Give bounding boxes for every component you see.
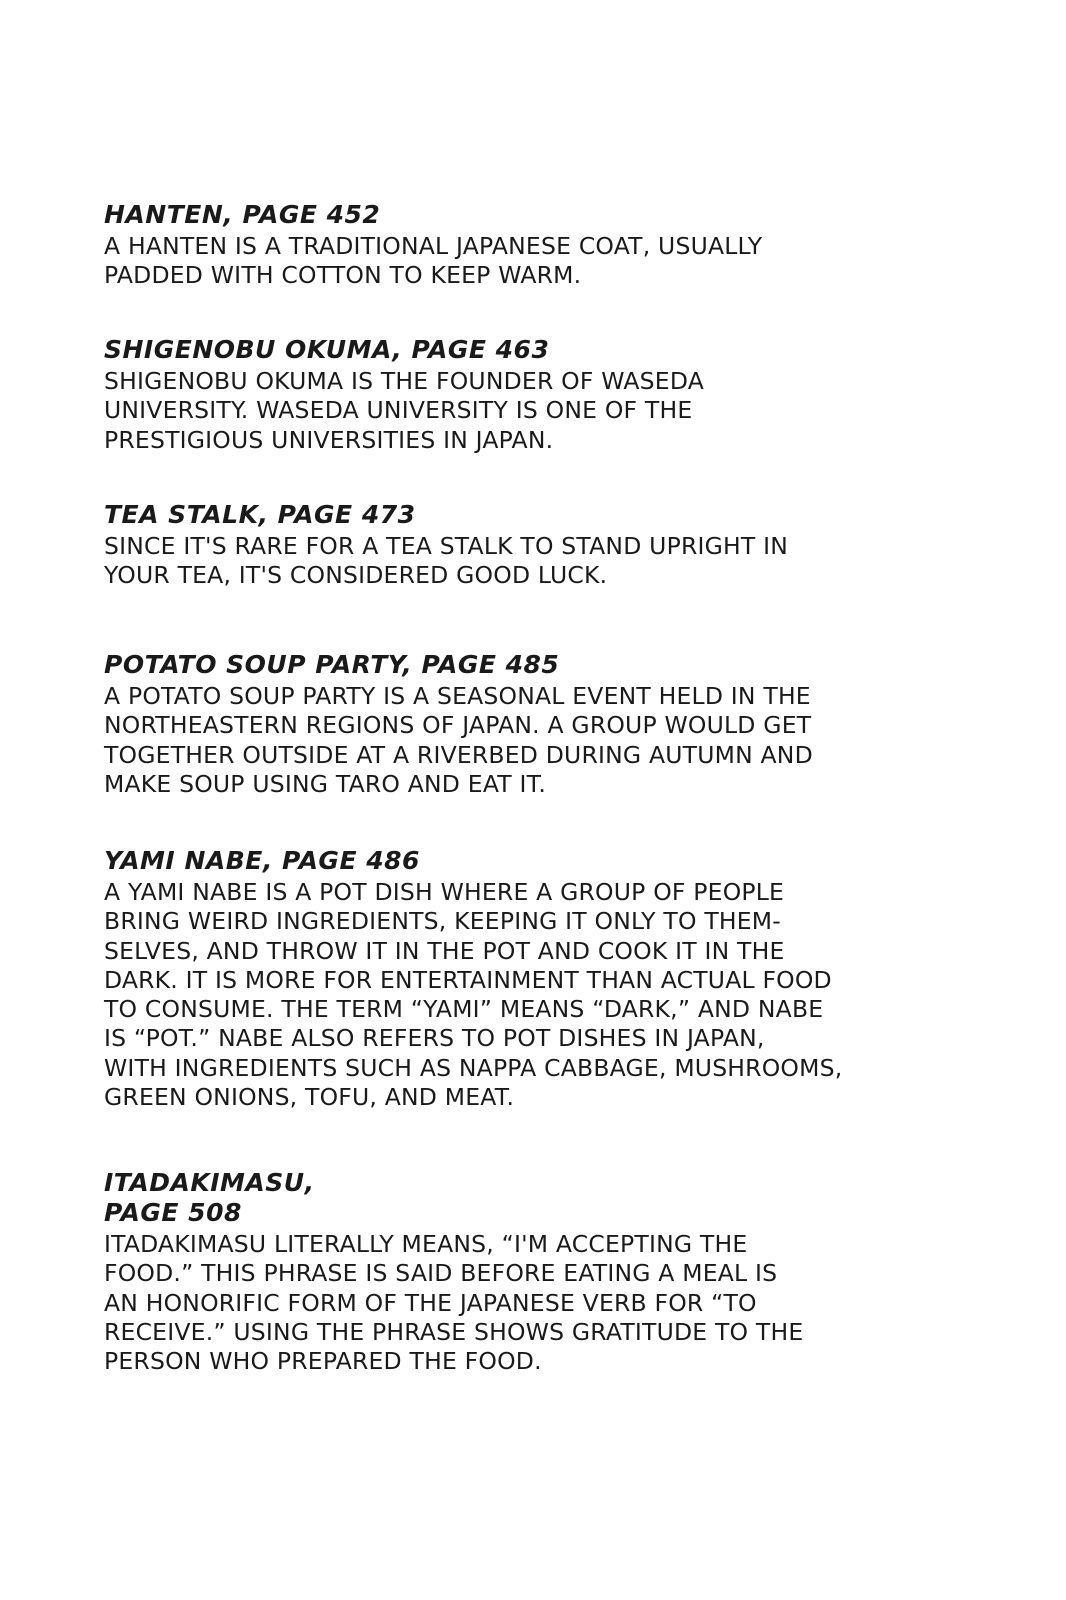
definition-line: SHIGENOBU OKUMA IS THE FOUNDER OF WASEDA	[104, 367, 704, 395]
entry-term	[104, 500, 1004, 530]
definition-line: PERSON WHO PREPARED THE FOOD.	[104, 1347, 542, 1376]
definition-line: SELVES, AND THROW IT IN THE POT AND COOK IT IN THE	[104, 936, 785, 965]
entry-definition	[104, 1230, 1004, 1376]
definition-line: TO CONSUME. THE TERM “YAMI” MEANS “DARK,” AND NABE	[104, 995, 824, 1024]
definition-line: SINCE IT'S RARE FOR A TEA STALK TO STAND UPRIGHT IN	[104, 532, 789, 560]
definition-line: AN HONORIFIC FORM OF THE JAPANESE VERB FOR “TO	[104, 1288, 757, 1317]
entry-definition	[104, 682, 1004, 799]
entry-term	[104, 200, 1004, 230]
definition-line: A POTATO SOUP PARTY IS A SEASONAL EVENT HELD IN THE	[104, 682, 811, 710]
entry-definition	[104, 532, 1004, 591]
definition-line: UNIVERSITY. WASEDA UNIVERSITY IS ONE OF THE	[104, 396, 693, 425]
definition-line: RECEIVE.” USING THE PHRASE SHOWS GRATITUDE TO THE	[104, 1317, 804, 1346]
definition-line: GREEN ONIONS, TOFU, AND MEAT.	[104, 1083, 515, 1112]
term-line: YAMI NABE, PAGE 486	[104, 846, 420, 875]
definition-line: FOOD.” THIS PHRASE IS SAID BEFORE EATING A MEAL IS	[104, 1259, 778, 1288]
term-line: POTATO SOUP PARTY, PAGE 485	[104, 650, 560, 679]
definition-line: NORTHEASTERN REGIONS OF JAPAN. A GROUP WOULD GET	[104, 711, 812, 740]
definition-line: BRING WEIRD INGREDIENTS, KEEPING IT ONLY TO THEM-	[104, 907, 781, 936]
definition-line: A YAMI NABE IS A POT DISH WHERE A GROUP OF PEOPLE	[104, 878, 785, 906]
definition-line: A HANTEN IS A TRADITIONAL JAPANESE COAT, USUALLY	[104, 232, 763, 260]
definition-line: MAKE SOUP USING TARO AND EAT IT.	[104, 769, 547, 798]
glossary-entry-potato-soup-party	[104, 650, 1004, 799]
glossary-entry-hanten	[104, 200, 1004, 291]
definition-line: PRESTIGIOUS UNIVERSITIES IN JAPAN.	[104, 425, 554, 454]
definition-line: TOGETHER OUTSIDE AT A RIVERBED DURING AUTUMN AND	[104, 740, 813, 769]
entry-definition	[104, 878, 1004, 1112]
glossary-entry-tea-stalk	[104, 500, 1004, 591]
entry-term	[104, 650, 1004, 680]
term-line: SHIGENOBU OKUMA, PAGE 463	[104, 335, 550, 364]
term-line: HANTEN, PAGE 452	[104, 200, 381, 229]
entry-term	[104, 1168, 1004, 1228]
definition-line: WITH INGREDIENTS SUCH AS NAPPA CABBAGE, MUSHROOMS,	[104, 1053, 843, 1082]
definition-line: ITADAKIMASU LITERALLY MEANS, “I'M ACCEPTING THE	[104, 1230, 748, 1258]
glossary-entry-itadakimasu	[104, 1168, 1004, 1376]
entry-definition	[104, 367, 1004, 455]
definition-line: PADDED WITH COTTON TO KEEP WARM.	[104, 261, 582, 290]
term-line: ITADAKIMASU,	[104, 1168, 315, 1197]
entry-definition	[104, 232, 1004, 291]
definition-line: YOUR TEA, IT'S CONSIDERED GOOD LUCK.	[104, 561, 608, 590]
glossary-entry-yami-nabe	[104, 846, 1004, 1112]
entry-term	[104, 335, 1004, 365]
definition-line: DARK. IT IS MORE FOR ENTERTAINMENT THAN ACTUAL FOOD	[104, 965, 832, 994]
definition-line: IS “POT.” NABE ALSO REFERS TO POT DISHES IN JAPAN,	[104, 1024, 765, 1053]
term-line: PAGE 508	[104, 1198, 242, 1227]
glossary-entry-shigenobu-okuma	[104, 335, 1004, 455]
term-line: TEA STALK, PAGE 473	[104, 500, 416, 529]
entry-term	[104, 846, 1004, 876]
